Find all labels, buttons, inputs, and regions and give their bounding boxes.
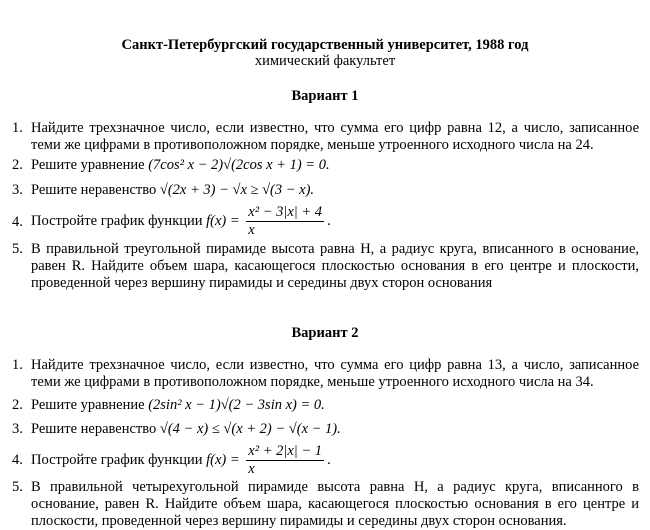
variant-2-title: Вариант 2 — [291, 325, 359, 341]
fraction-numerator: x² − 3|x| + 4 — [248, 204, 323, 220]
inequality: √(4 − x) ≤ √(x + 2) − √(x − 1). — [159, 421, 341, 437]
problem-text — [31, 443, 639, 478]
problem-text — [31, 182, 639, 199]
problem-number: 1. — [12, 120, 23, 136]
fraction — [246, 443, 324, 478]
problem-line: теми же цифрами в противоположном порядке, меньше утроенного исходного числа на 34. — [31, 374, 594, 390]
problem-instruction: Решите уравнение — [31, 397, 145, 413]
faculty-subheading: химический факультет — [254, 53, 396, 69]
problem-instruction: Постройте график функции — [31, 451, 203, 468]
fraction — [246, 204, 324, 239]
problem-line: Найдите трехзначное число, если известно, что сумма его цифр равна 13, а число, записанное — [31, 357, 639, 373]
function-lhs: f(x) = — [206, 212, 240, 229]
problem-instruction: Решите неравенство — [31, 421, 157, 437]
problem-line: В правильной треугольной пирамиде высота равна H, а радиус круга, вписанного в основание, — [31, 241, 639, 257]
problem-line: проведенной через вершину пирамиды и середины двух сторон основания — [31, 275, 493, 291]
problem-line: плоскости, проведенной через вершину пирамиды и середины двух сторон основания. — [31, 513, 567, 529]
fraction-denominator: x — [248, 222, 255, 238]
variant-1-title: Вариант 1 — [291, 88, 359, 104]
problem-text — [31, 120, 639, 154]
problem-text — [31, 479, 639, 530]
problem-number: 4. — [12, 214, 23, 230]
problem-number: 1. — [12, 357, 23, 373]
problem-line: теми же цифрами в противоположном порядке, меньше утроенного исходного числа на 24. — [31, 137, 594, 153]
problem-instruction: Постройте график функции — [31, 212, 203, 229]
function-lhs: f(x) = — [206, 451, 240, 468]
problem-instruction: Решите неравенство — [31, 182, 157, 198]
fraction-denominator: x — [248, 461, 255, 477]
problem-number: 2. — [12, 157, 23, 173]
problem-line: равен R. Найдите объем шара, касающегося плоскостью основания в его центре и плоскости, — [31, 258, 639, 274]
problem-text — [31, 241, 639, 292]
problem-instruction: Решите уравнение — [31, 157, 145, 173]
equation: (2sin² x − 1)√(2 − 3sin x) = 0. — [148, 397, 325, 413]
problem-text — [31, 157, 639, 174]
problem-number: 5. — [12, 241, 23, 257]
problem-number: 2. — [12, 397, 23, 413]
problem-text — [31, 204, 639, 239]
problem-number: 4. — [12, 452, 23, 468]
problem-text — [31, 421, 639, 438]
equation: (7cos² x − 2)√(2cos x + 1) = 0. — [148, 157, 330, 173]
problem-number: 5. — [12, 479, 23, 495]
problem-line: основание, равен R. Найдите объем шара, касающегося плоскостью основания в его центре и — [31, 496, 639, 512]
inequality: √(2x + 3) − √x ≥ √(3 − x). — [159, 182, 315, 198]
fraction-numerator: x² + 2|x| − 1 — [248, 443, 323, 459]
trailing-period: . — [327, 451, 331, 468]
university-heading: Санкт-Петербургский государственный университет, 1988 год — [121, 37, 529, 53]
problem-line: В правильной четырехугольной пирамиде высота равна H, а радиус круга, вписанного в — [31, 479, 639, 495]
problem-line: Найдите трехзначное число, если известно, что сумма его цифр равна 12, а число, записанное — [31, 120, 639, 136]
problem-text — [31, 397, 639, 414]
problem-text — [31, 357, 639, 391]
trailing-period: . — [327, 212, 331, 229]
problem-number: 3. — [12, 421, 23, 437]
problem-number: 3. — [12, 182, 23, 198]
